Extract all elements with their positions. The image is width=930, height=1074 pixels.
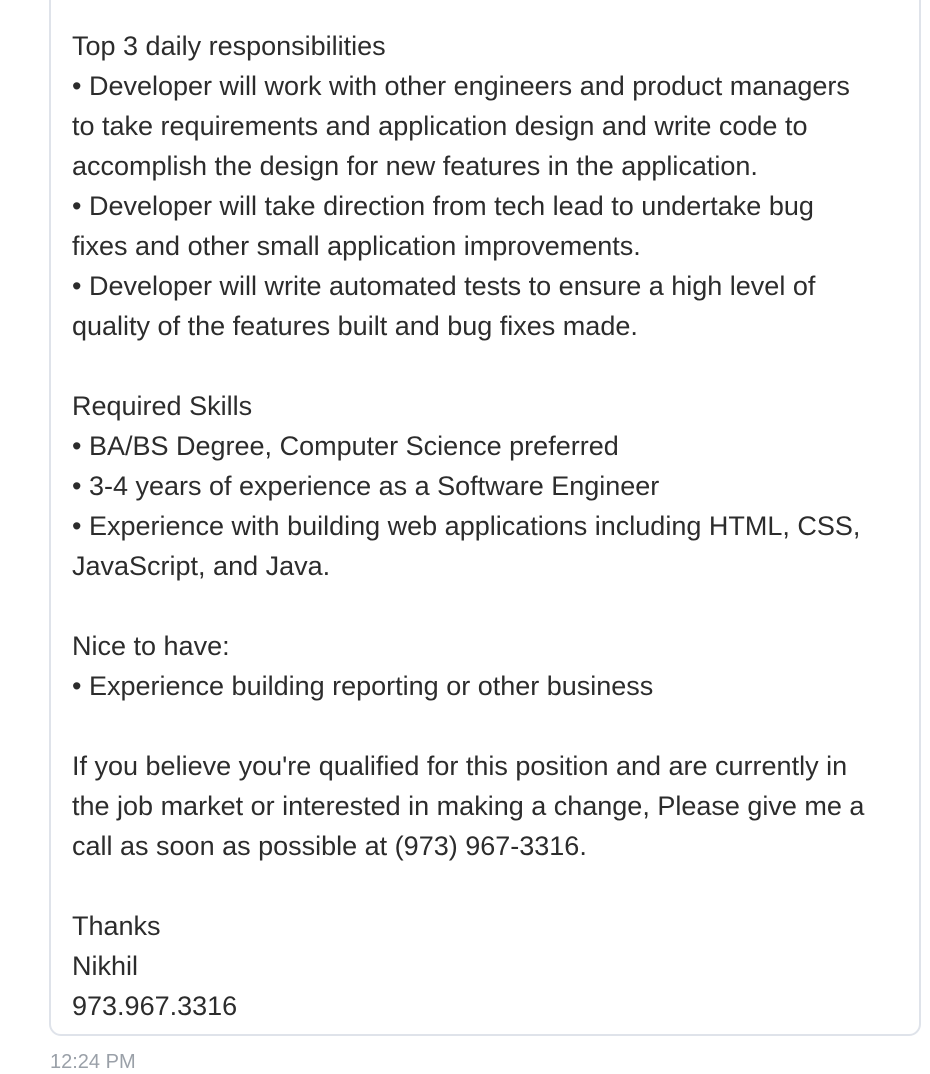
responsibility-item: • Developer will work with other engineers and product managers to take requirements and application design and write code to accomplish the design for new features in the application.: [72, 71, 850, 181]
bullet-icon: •: [72, 271, 82, 301]
bullet-icon: •: [72, 471, 82, 501]
skill-item: • BA/BS Degree, Computer Science preferred: [72, 431, 619, 461]
bullet-icon: •: [72, 191, 82, 221]
bullet-icon: •: [72, 71, 82, 101]
signature-phone: 973.967.3316: [72, 991, 238, 1021]
responsibility-item: • Developer will take direction from tech lead to undertake bug fixes and other small application improvements.: [72, 191, 814, 261]
skill-item: • Experience with building web applications including HTML, CSS, JavaScript, and Java.: [72, 511, 861, 581]
bullet-icon: •: [72, 511, 82, 541]
bullet-icon: •: [72, 431, 82, 461]
required-skills-heading: Required Skills: [72, 391, 253, 421]
signature: [72, 906, 902, 1026]
message-body: [72, 26, 902, 1026]
bullet-icon: •: [72, 671, 82, 701]
nice-to-have-item: • Experience building reporting or other business: [72, 671, 654, 701]
nice-to-have-heading: Nice to have:: [72, 631, 230, 661]
skill-item: • 3-4 years of experience as a Software Engineer: [72, 471, 660, 501]
responsibilities-heading: Top 3 daily responsibilities: [72, 31, 386, 61]
signature-name: Nikhil: [72, 951, 139, 981]
signature-thanks: Thanks: [72, 911, 161, 941]
closing-paragraph: If you believe you're qualified for this position and are currently in the job market or interested in making a change, Please give me a call as soon as possible at (973) 967-3316.: [72, 751, 865, 861]
responsibility-item: • Developer will write automated tests to ensure a high level of quality of the features built and bug fixes made.: [72, 271, 816, 341]
message-timestamp: 12:24 PM: [50, 1051, 136, 1073]
